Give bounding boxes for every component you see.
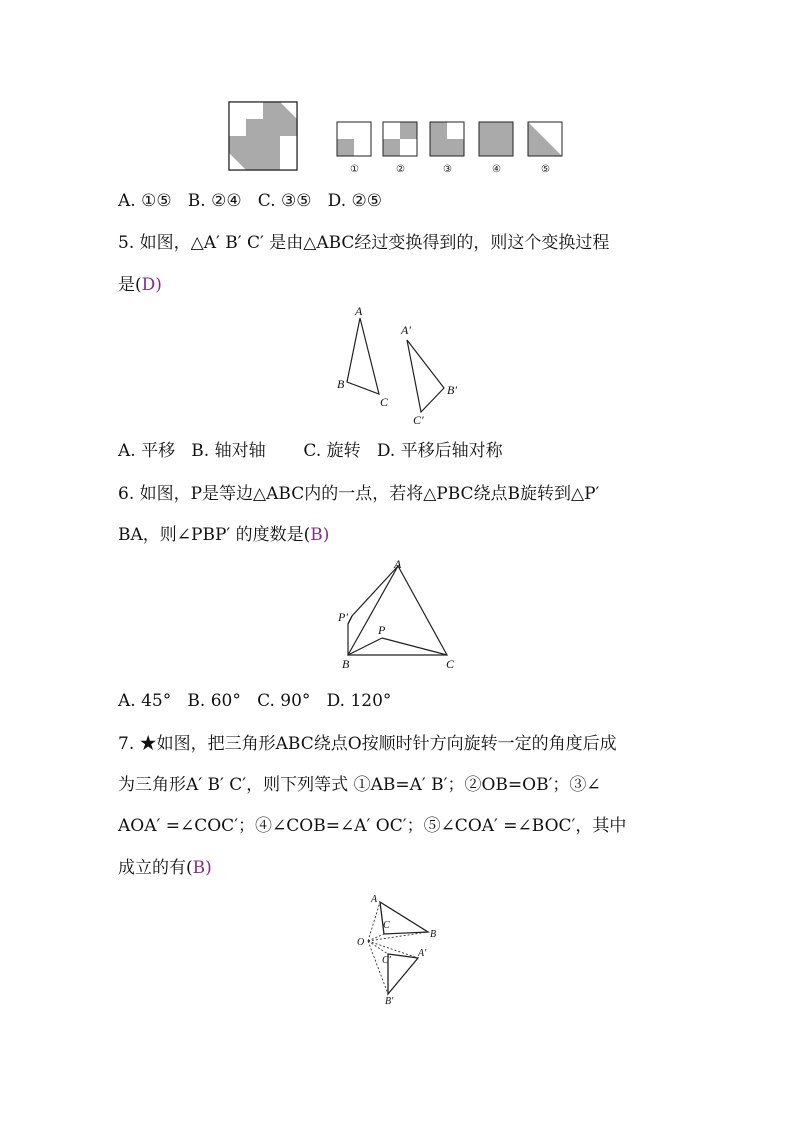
q5-label-a: A (355, 304, 363, 318)
q6-segment-p-prime-p (348, 616, 352, 624)
q6-figure (332, 558, 462, 673)
q6-segment-pc (382, 638, 447, 655)
q4-option-square-1 (337, 122, 371, 156)
q5-label-c-prime: C′ (413, 413, 424, 427)
q7-label-a: A (371, 894, 378, 905)
q4-option-square-4 (479, 122, 513, 156)
q7-label-c: C (383, 920, 390, 931)
q4-option-square-2 (383, 122, 417, 156)
q7-stem-line1: 7. ★如图，把三角形ABC绕点O按顺时针方向旋转一定的角度后成 (118, 734, 617, 754)
q4-option-square-5 (528, 122, 562, 156)
q7-label-b-prime: B′ (385, 996, 394, 1007)
q6-label-a: A (394, 558, 402, 571)
q5-triangle-abc (347, 318, 379, 394)
q6-stem-line2: BA，则∠PBP′ 的度数是(B) (118, 525, 330, 545)
q6-label-p: P (378, 623, 386, 637)
q6-label-p-prime: P′ (338, 610, 348, 624)
q4-label-1: ① (350, 164, 359, 175)
q5-triangle-abc-prime (407, 340, 444, 412)
q6-answer: B (310, 525, 323, 545)
q5-figure (325, 300, 475, 430)
q4-option-square-3 (430, 122, 464, 156)
q4-big-square (229, 102, 297, 170)
q7-label-b: B (430, 929, 437, 940)
q5-options: A. 平移 B. 轴对轴 C. 旋转 D. 平移后轴对称 (118, 441, 503, 461)
q6-label-c: C (446, 657, 455, 671)
q7-stem-line3: AOA′ =∠COC′；④∠COB=∠A′ OC′；⑤∠COA′ =∠BOC′，其中 (118, 816, 627, 836)
q4-figure (225, 98, 570, 178)
q4-label-2: ② (396, 164, 405, 175)
q4-label-4: ④ (492, 164, 501, 175)
q7-label-c-prime: C′ (382, 955, 391, 966)
q7-stem-line2: 为三角形A′ B′ C′，则下列等式 ①AB=A′ B′；②OB=OB′；③∠ (118, 775, 601, 795)
q5-label-b: B (337, 377, 345, 391)
q4-label-3: ③ (443, 164, 452, 175)
q5-stem-line1: 5. 如图，△A′ B′ C′ 是由△ABC经过变换得到的，则这个变换过程 (118, 233, 610, 253)
q6-stem-line1: 6. 如图，P是等边△ABC内的一点，若将△PBC绕点B旋转到△P′ (118, 484, 600, 504)
q5-label-c: C (380, 395, 389, 409)
q5-stem-line2: 是(D) (118, 275, 162, 295)
q5-label-b-prime: B′ (447, 383, 457, 397)
q7-stem-line4: 成立的有(B) (118, 858, 212, 878)
q6-options: A. 45° B. 60° C. 90° D. 120° (118, 691, 392, 711)
q7-figure (340, 890, 450, 1008)
q6-label-b: B (342, 657, 350, 671)
q7-answer: B (192, 858, 206, 878)
q5-label-a-prime: A′ (401, 323, 411, 337)
q7-label-a-prime: A′ (418, 948, 427, 959)
q7-triangle-abc-prime (388, 954, 418, 994)
q4-label-5: ⑤ (541, 164, 550, 175)
q5-answer: D (141, 275, 156, 295)
q4-options: A. ①⑤ B. ②④ C. ③⑤ D. ②⑤ (118, 191, 382, 211)
q7-label-o: O (357, 937, 365, 948)
